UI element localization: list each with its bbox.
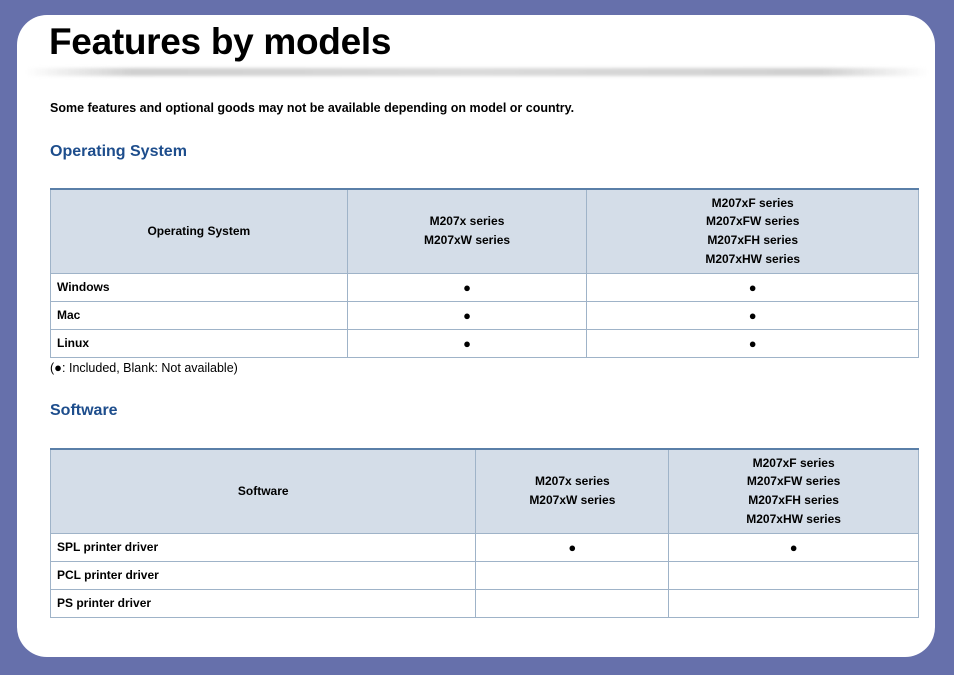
software-header-col-2-line-2: M207xFH series: [748, 493, 839, 508]
table-row: [51, 561, 919, 589]
software-header-col-1-line-1: M207xW series: [529, 493, 616, 508]
included-mark: ●: [347, 301, 587, 329]
included-mark: ●: [587, 329, 919, 357]
page-title: Features by models: [49, 21, 392, 62]
included-mark: ●: [347, 329, 587, 357]
software-header-col-2-line-3: M207xHW series: [746, 512, 841, 527]
software-row-label: PS printer driver: [51, 589, 476, 617]
included-mark: ●: [476, 533, 669, 561]
availability-cell: [476, 561, 669, 589]
availability-note: Some features and optional goods may not be available depending on model or country.: [50, 101, 575, 115]
os-header-col-2-line-1: M207xFW series: [705, 214, 800, 229]
software-table-header-row: [51, 449, 919, 533]
os-header-col-2-line-3: M207xHW series: [705, 252, 801, 267]
os-header-col-1: [347, 189, 587, 273]
os-section-heading: Operating System: [50, 143, 187, 160]
os-header-col-1-line-1: M207xW series: [423, 233, 511, 248]
document-page: [17, 15, 935, 657]
os-table: [50, 188, 919, 358]
os-row-label: Windows: [51, 273, 348, 301]
os-header-col-2: [587, 189, 919, 273]
included-mark: ●: [669, 533, 919, 561]
title-divider: [25, 68, 929, 76]
software-header-col-2-line-1: M207xFW series: [746, 474, 841, 489]
included-mark: ●: [587, 301, 919, 329]
table-row: [51, 589, 919, 617]
software-header-col-2-line-0: M207xF series: [752, 455, 835, 470]
software-header-col-0-line-0: Software: [237, 483, 289, 498]
software-header-col-1: [476, 449, 669, 533]
os-header-col-0-line-0: Operating System: [147, 223, 251, 238]
os-header-col-1-line-0: M207x series: [429, 214, 505, 229]
legend-open-paren: (: [50, 361, 55, 375]
os-row-label: Mac: [51, 301, 348, 329]
software-header-col-1-line-0: M207x series: [534, 474, 610, 489]
software-row-label: SPL printer driver: [51, 533, 476, 561]
os-table-header-row: [51, 189, 919, 273]
software-header-col-2: [669, 449, 919, 533]
table-row: [51, 533, 919, 561]
table-row: [51, 301, 919, 329]
included-mark: ●: [587, 273, 919, 301]
legend-text: : Included, Blank: Not available): [62, 361, 238, 375]
included-mark: ●: [347, 273, 587, 301]
availability-cell: [669, 561, 919, 589]
os-header-col-0: [51, 189, 348, 273]
software-header-col-0: [51, 449, 476, 533]
os-header-col-2-line-2: M207xFH series: [707, 233, 799, 248]
os-row-label: Linux: [51, 329, 348, 357]
software-section-heading: Software: [50, 402, 118, 419]
availability-cell: [476, 589, 669, 617]
table-row: [51, 329, 919, 357]
availability-legend: [50, 360, 238, 375]
os-header-col-2-line-0: M207xF series: [711, 195, 794, 210]
bullet-icon: ●: [54, 360, 63, 375]
software-table: [50, 448, 919, 618]
availability-cell: [669, 589, 919, 617]
table-row: [51, 273, 919, 301]
software-row-label: PCL printer driver: [51, 561, 476, 589]
